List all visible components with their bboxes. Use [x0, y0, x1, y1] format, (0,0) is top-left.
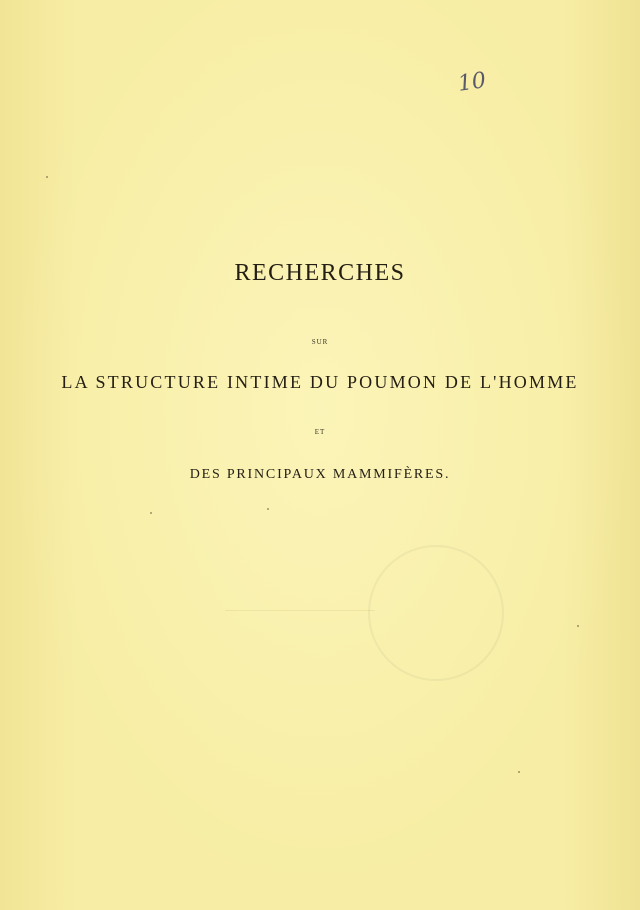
subtitle-line-1: LA STRUCTURE INTIME DU POUMON DE L'HOMME	[61, 372, 579, 392]
page-title: RECHERCHES	[234, 260, 406, 286]
paper-speck	[577, 625, 579, 627]
bleed-through-rule	[225, 610, 375, 611]
paper-speck	[46, 176, 48, 178]
paper-speck	[150, 512, 152, 514]
bleed-through-stamp	[368, 545, 504, 681]
paper-speck	[518, 771, 520, 773]
connector-sur: SUR	[311, 338, 329, 346]
connector-et: ET	[314, 428, 326, 436]
handwritten-page-number: 10	[456, 68, 488, 97]
paper-speck	[267, 508, 269, 510]
subtitle-line-2: DES PRINCIPAUX MAMMIFÈRES.	[189, 467, 451, 482]
